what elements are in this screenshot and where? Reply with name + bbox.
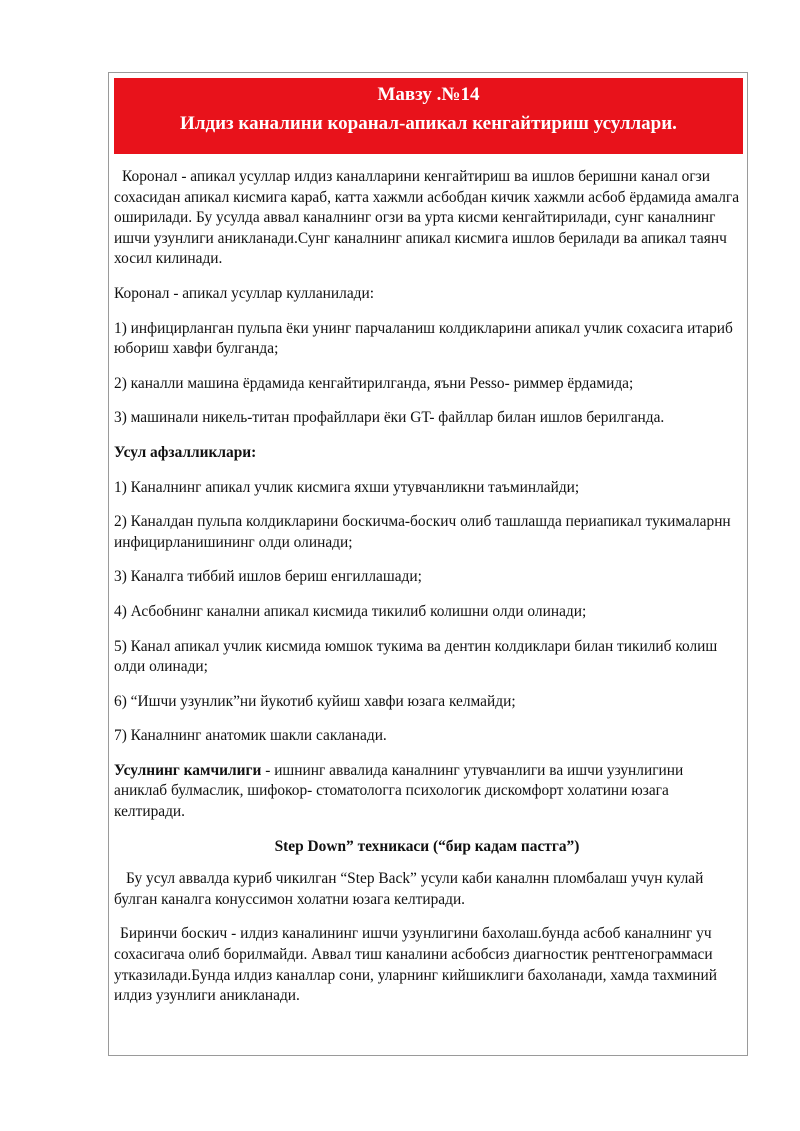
step-down-heading: Step Down” техникаси (“бир кадам пастга”) (274, 837, 580, 855)
step-down-paragraph-1: Бу усул аввалда куриб чикилган “Step Back” усули каби каналнн пломбалаш учун кулай булган каналга конуссимон холатни юзага келтиради. (114, 870, 704, 908)
advantage-item: 5) Канал апикал учлик кисмида юмшок тукима ва дентин колдиклари билан тикилиб колиш олди олинади; (114, 637, 718, 676)
drawback-label: Усулнинг камчилиги (114, 761, 262, 779)
document-body (114, 167, 740, 1021)
title-banner (114, 78, 743, 154)
advantage-item: 4) Асбобнинг канални апикал кисмида тикилиб колишни олди олинади; (114, 602, 587, 620)
advantage-item: 2) Каналдан пульпа колдикларини боскичма-боскич олиб ташлашда периапикал тукималарнн инфицирланишининг олди олинади; (114, 513, 731, 551)
usage-item: 1) инфицирланган пульпа ёки унинг парчаланиш колдикларини апикал учлик сохасига итариб юбориш хавфи булганда; (114, 319, 733, 358)
step-down-paragraph-2: Биринчи боскич - илдиз каналининг ишчи узунлигини бахолаш.бунда асбоб каналнинг уч сохасигача олиб борилмайди. Аввал тиш каналини асбобсиз диагностик рентгенограммаси утказилади.Бунда илдиз каналлар сони, уларнинг кийшиклиги бахоланади, хамда тахминий илдиз узунлиги аникланади. (114, 925, 717, 1005)
topic-number: Мавзу .№14 (377, 84, 480, 105)
advantages-heading: Усул афзалликлари: (114, 443, 257, 461)
usage-item: 2) каналли машина ёрдамида кенгайтирилганда, яъни Pesso- риммер ёрдамида; (114, 374, 634, 392)
usage-intro: Коронал - апикал усуллар кулланилади: (114, 284, 375, 302)
advantage-item: 6) “Ишчи узунлик”ни йукотиб куйиш хавфи юзага келмайди; (114, 692, 516, 710)
page-frame (108, 72, 748, 1056)
advantage-item: 1) Каналнинг апикал учлик кисмига яхши утувчанликни таъминлайди; (114, 478, 580, 496)
advantage-item: 3) Каналга тиббий ишлов бериш енгиллашади; (114, 568, 422, 586)
advantage-item: 7) Каналнинг анатомик шакли сакланади. (114, 727, 387, 745)
intro-paragraph: Коронал - апикал усуллар илдиз каналларини кенгайтириш ва ишлов беришни канал огзи сохасидан апикал кисмига караб, катта хажмли асбобдан кичик хажмли асбоб ёрдамида амалга оширилади. Бу усулда аввал каналнинг огзи ва урта кисми кенгайтирилади, сунг каналнинг ишчи узунлиги аникланади.Сунг каналнинг апикал кисмига ишлов берилади ва апикал таянч хосил килинади. (114, 168, 740, 268)
drawback-text: - ишнинг аввалида каналнинг утувчанлиги ва ишчи узунлигини аниклаб булмаслик, шифокор- стоматологга психологик дискомфорт холатини юзага келтиради. (114, 761, 684, 821)
topic-title: Илдиз каналини коранал-апикал кенгайтириш усуллари. (180, 113, 677, 134)
usage-item: 3) машинали никель-титан профайллари ёки GT- файллар билан ишлов берилганда. (114, 409, 665, 427)
drawback-paragraph (114, 761, 740, 823)
